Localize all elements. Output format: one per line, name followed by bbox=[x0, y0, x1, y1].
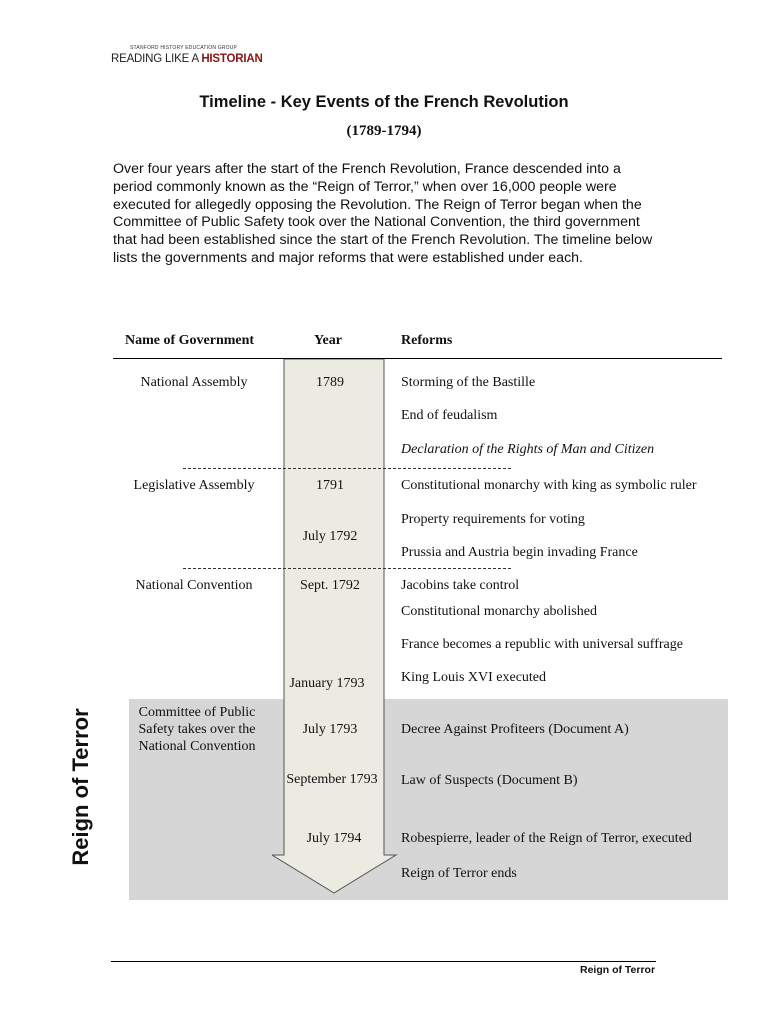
header-year: Year bbox=[314, 333, 342, 348]
reform-item: Prussia and Austria begin invading France bbox=[401, 545, 638, 560]
logo bbox=[111, 53, 263, 65]
year-july-1794: July 1794 bbox=[306, 831, 362, 846]
reform-item: Decree Against Profiteers (Document A) bbox=[401, 722, 629, 737]
reform-item: France becomes a republic with universal suffrage bbox=[401, 637, 683, 652]
page-title: Timeline - Key Events of the French Revolution bbox=[199, 93, 569, 111]
page-subtitle: (1789-1794) bbox=[346, 123, 422, 139]
government-national-assembly: National Assembly bbox=[140, 375, 248, 390]
separator-dashed bbox=[183, 468, 511, 469]
reform-item: Storming of the Bastille bbox=[401, 375, 536, 390]
side-label-reign-of-terror: Reign of Terror bbox=[68, 708, 93, 866]
government-committee-of-public-safety: Committee of Public Safety takes over the National Convention bbox=[138, 705, 256, 754]
header-rule bbox=[113, 358, 722, 359]
logo-subtitle: STANFORD HISTORY EDUCATION GROUP bbox=[130, 45, 238, 51]
reform-item: Reign of Terror ends bbox=[401, 866, 517, 881]
government-legislative-assembly: Legislative Assembly bbox=[133, 478, 255, 493]
logo-accent-text: HISTORIAN bbox=[201, 53, 263, 65]
government-national-convention: National Convention bbox=[135, 578, 253, 593]
reform-item: Law of Suspects (Document B) bbox=[401, 773, 578, 788]
reform-item: Declaration of the Rights of Man and Citizen bbox=[401, 442, 655, 457]
timeline-arrow-icon bbox=[272, 359, 398, 895]
intro-paragraph: Over four years after the start of the French Revolution, France descended into a period commonly known as the “Reign of Terror,” when over 16,000 people were executed for allegedly opposing the Revolution. The Reign of Terror began when the Committee of Public Safety took over the National Convention, the third government that had been established since the start of the French Revolution. The timeline below lists the governments and major reforms that were established under each. bbox=[113, 161, 653, 266]
year-1789: 1789 bbox=[316, 375, 344, 390]
footer-text: Reign of Terror bbox=[580, 964, 656, 976]
reform-item: Jacobins take control bbox=[401, 578, 520, 593]
reform-item: Constitutional monarchy with king as symbolic ruler bbox=[401, 478, 697, 493]
footer-rule bbox=[111, 961, 656, 962]
year-september-1793: September 1793 bbox=[286, 772, 378, 787]
header-government: Name of Government bbox=[125, 333, 255, 348]
reform-item: End of feudalism bbox=[401, 408, 498, 423]
reform-item: Robespierre, leader of the Reign of Terror, executed bbox=[401, 831, 692, 846]
year-january-1793: January 1793 bbox=[289, 676, 365, 691]
year-july-1793: July 1793 bbox=[302, 722, 358, 737]
year-july-1792: July 1792 bbox=[302, 529, 358, 544]
reform-item: King Louis XVI executed bbox=[401, 670, 547, 685]
header-reforms: Reforms bbox=[401, 333, 453, 348]
logo-text: READING LIKE A bbox=[111, 53, 202, 65]
separator-dashed bbox=[183, 568, 511, 569]
reform-item: Property requirements for voting bbox=[401, 512, 585, 527]
year-1791: 1791 bbox=[316, 478, 344, 493]
year-sept-1792: Sept. 1792 bbox=[300, 578, 360, 593]
reform-item: Constitutional monarchy abolished bbox=[401, 604, 597, 619]
